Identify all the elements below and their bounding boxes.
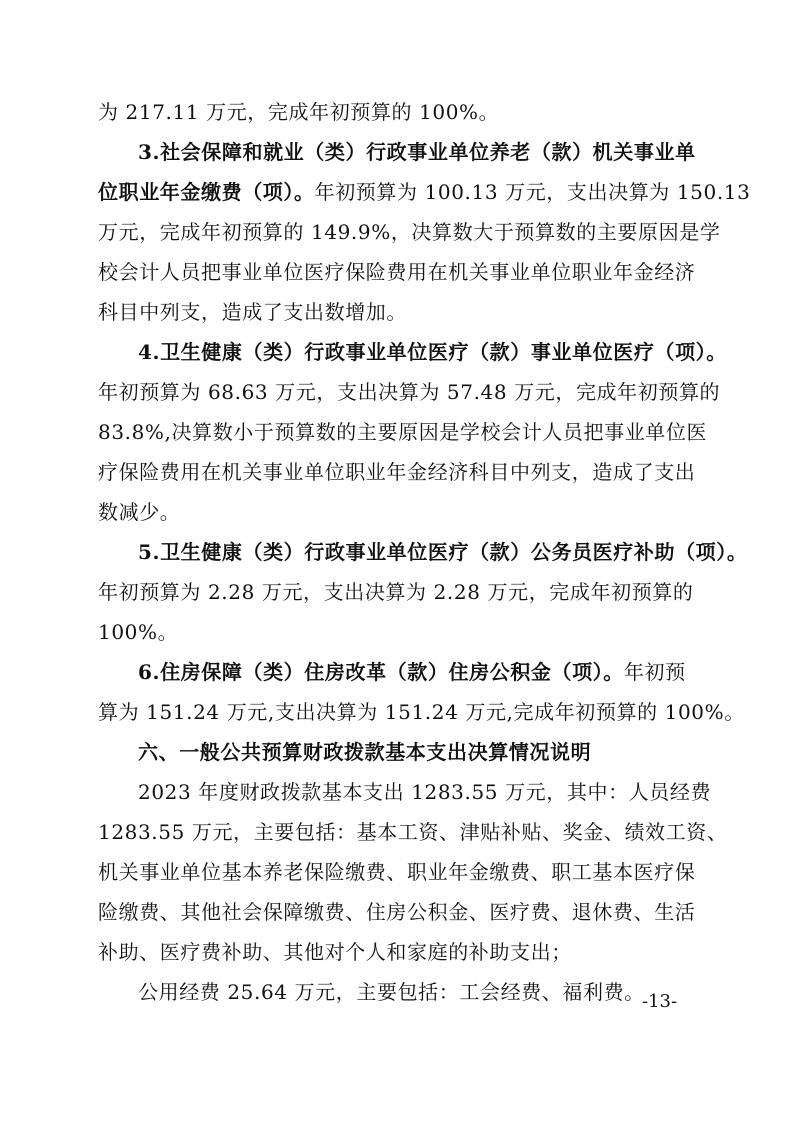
text-line	[98, 172, 751, 212]
text-line: 险缴费、其他社会保障缴费、住房公积金、医疗费、退休费、生活	[98, 900, 696, 924]
text-line: 为 217.11 万元，完成年初预算的 100%。	[98, 100, 500, 124]
text-line: 1283.55 万元，主要包括：基本工资、津贴补贴、奖金、绩效工资、	[98, 820, 728, 844]
text-line: 校会计人员把事业单位医疗保险费用在机关事业单位职业年金经济	[98, 260, 696, 284]
section-heading: 六、一般公共预算财政拨款基本支出决算情况说明	[138, 740, 592, 764]
text-line: 算为 151.24 万元,支出决算为 151.24 万元,完成年初预算的 100%。	[98, 700, 745, 724]
text-line: 万元，完成年初预算的 149.9%，决算数大于预算数的主要原因是学	[98, 220, 721, 244]
text-span: 年初预	[623, 660, 686, 684]
text-line: 补助、医疗费补助、其他对个人和家庭的补助支出；	[98, 940, 572, 964]
text-line: 公用经费 25.64 万元，主要包括：工会经费、福利费。	[138, 980, 645, 1004]
text-line: 科目中列支，造成了支出数增加。	[98, 300, 407, 324]
item-6-title: 6.住房保障（类）住房改革（款）住房公积金（项）。	[138, 660, 624, 684]
text-span: 年初预算为 100.13 万元，支出决算为 150.13	[314, 180, 751, 204]
page-number: -13-	[642, 991, 678, 1012]
text-line: 疗保险费用在机关事业单位职业年金经济科目中列支，造成了支出	[98, 460, 696, 484]
text-line: 100%。	[98, 620, 179, 644]
text-line: 机关事业单位基本养老保险缴费、职业年金缴费、职工基本医疗保	[98, 860, 696, 884]
item-3-title-end: 位职业年金缴费（项）。	[98, 180, 315, 204]
text-line: 数减少。	[98, 500, 181, 524]
text-line: 年初预算为 68.63 万元，支出决算为 57.48 万元，完成年初预算的	[98, 380, 721, 404]
text-line: 83.8%,决算数小于预算数的主要原因是学校会计人员把事业单位医	[98, 420, 708, 444]
item-4-title: 4.卫生健康（类）行政事业单位医疗（款）事业单位医疗（项）。	[138, 340, 727, 364]
text-line: 2023 年度财政拨款基本支出 1283.55 万元，其中：人员经费	[138, 780, 712, 804]
item-3-title: 3.社会保障和就业（类）行政事业单位养老（款）机关事业单	[138, 140, 696, 164]
item-5-title: 5.卫生健康（类）行政事业单位医疗（款）公务员医疗补助（项）。	[138, 540, 748, 564]
text-line	[138, 652, 708, 692]
text-line: 年初预算为 2.28 万元，支出决算为 2.28 万元，完成年初预算的	[98, 580, 694, 604]
